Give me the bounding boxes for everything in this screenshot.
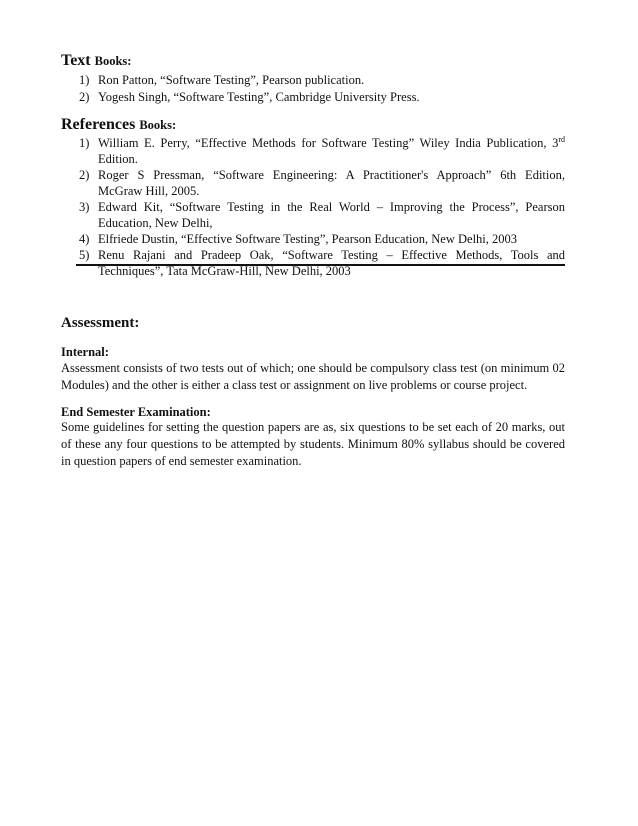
list-number: 2) bbox=[79, 168, 90, 182]
reference-item bbox=[61, 199, 565, 231]
internal-paragraph: Assessment consists of two tests out of which; one should be compulsory class test (on minimum 02 Modules) and the other is either a class test or assignment on live problems or course project. bbox=[61, 361, 565, 392]
list-number: 5) bbox=[79, 248, 90, 262]
reference-line: Elfriede Dustin, “Effective Software Testing”, Pearson Education, New Delhi, 2003 bbox=[98, 232, 518, 246]
reference-line: Renu Rajani and Pradeep Oak, “Software Testing – Effective Methods, Tools and bbox=[98, 248, 565, 262]
end-semester-heading: End Semester Examination: bbox=[61, 405, 211, 419]
references-divider bbox=[76, 264, 565, 266]
reference-line-cont: Edition. bbox=[98, 152, 138, 166]
reference-item bbox=[61, 247, 565, 279]
text-book-item bbox=[61, 72, 565, 88]
text-book-item bbox=[61, 89, 565, 105]
superscript: rd bbox=[558, 134, 565, 144]
text-books-list bbox=[61, 72, 565, 105]
assessment-title: Assessment: bbox=[61, 315, 140, 331]
reference-line: William E. Perry, “Effective Methods for Software Testing” Wiley India Publication, 3 bbox=[98, 136, 559, 150]
text-book-entry: Ron Patton, “Software Testing”, Pearson publication. bbox=[98, 73, 365, 87]
text-book-entry: Yogesh Singh, “Software Testing”, Cambridge University Press. bbox=[98, 90, 420, 104]
list-number: 1) bbox=[79, 136, 90, 150]
text-books-heading bbox=[61, 52, 131, 70]
references-heading-main: References bbox=[61, 116, 136, 133]
internal-heading: Internal: bbox=[61, 345, 109, 359]
references-heading-sub: Books: bbox=[139, 118, 177, 132]
list-number: 4) bbox=[79, 232, 90, 246]
reference-line-cont: Techniques”, Tata McGraw-Hill, New Delhi, 2003 bbox=[98, 264, 351, 278]
reference-line: Edward Kit, “Software Testing in the Real World – Improving the Process”, Pearson bbox=[98, 200, 565, 214]
reference-line-cont: Education, New Delhi, bbox=[98, 216, 213, 230]
list-number: 2) bbox=[79, 90, 90, 104]
reference-item bbox=[61, 135, 565, 167]
references-heading bbox=[61, 116, 176, 134]
reference-item bbox=[61, 231, 565, 247]
list-number: 3) bbox=[79, 200, 90, 214]
reference-line: Roger S Pressman, “Software Engineering: A Practitioner's Approach” 6th Edition, bbox=[98, 168, 565, 182]
reference-item bbox=[61, 167, 565, 199]
references-list bbox=[61, 135, 565, 279]
reference-line-cont: McGraw Hill, 2005. bbox=[98, 184, 200, 198]
text-books-heading-sub: Books: bbox=[94, 54, 132, 68]
text-books-heading-main: Text bbox=[61, 52, 91, 69]
end-semester-paragraph: Some guidelines for setting the question papers are as, six questions to be set each of 20 marks, out of these any four questions to be attempted by students. Minimum 80% syllabus should be covered in question papers of end semester examination. bbox=[61, 420, 565, 468]
list-number: 1) bbox=[79, 73, 90, 87]
